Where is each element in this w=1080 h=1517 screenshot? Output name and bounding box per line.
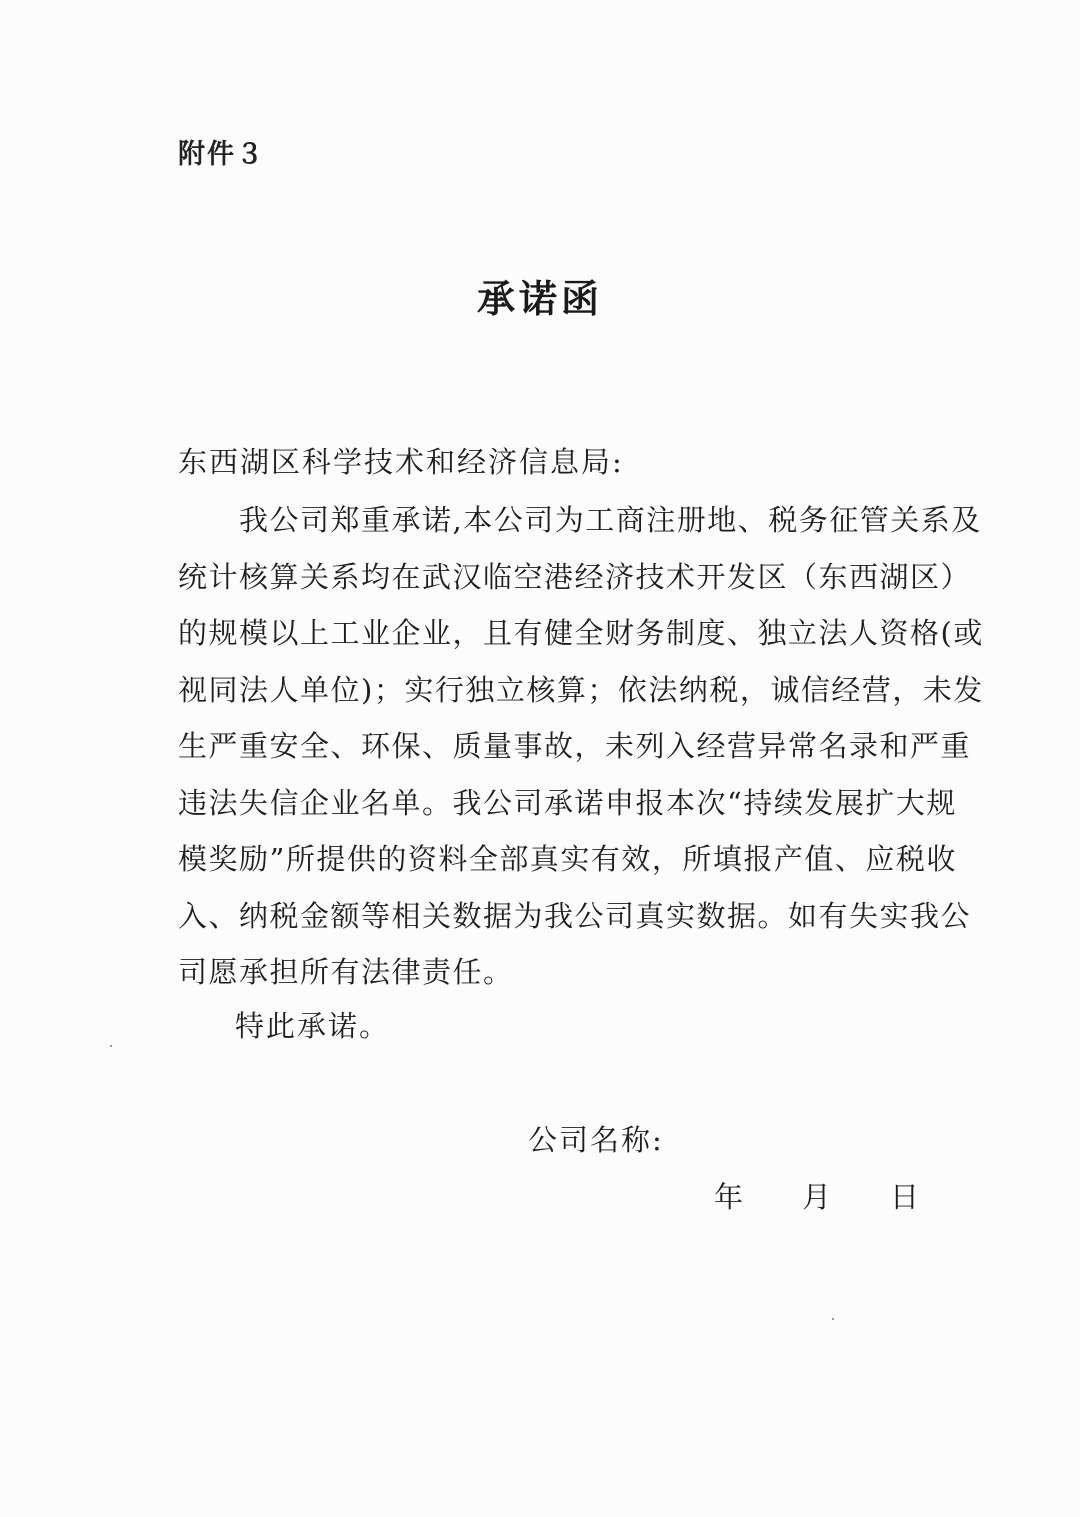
company-name-label: 公司名称:: [528, 1123, 664, 1157]
scan-speck: [110, 1045, 112, 1047]
date-year: 年: [714, 1180, 744, 1214]
addressee: 东西湖区科学技术和经济信息局:: [178, 445, 624, 479]
date-day: 日: [890, 1180, 920, 1214]
body-line: 司愿承担所有法律责任。: [178, 955, 514, 989]
body-line: 统计核算关系均在武汉临空港经济技术开发区（东西湖区）: [178, 559, 972, 594]
commitment-body: [178, 500, 984, 1009]
body-line: 违法失信企业名单。我公司承诺申报本次“持续发展扩大规: [178, 785, 957, 820]
body-line: 视同法人单位)；实行独立核算；依法纳税，诚信经营，未发: [178, 672, 984, 707]
body-line: 入、纳税金额等相关数据为我公司真实数据。如有失实我公: [178, 898, 972, 933]
closing-statement: 特此承诺。: [235, 1009, 391, 1043]
body-line: 的规模以上工业企业，且有健全财务制度、独立法人资格(或: [178, 616, 984, 650]
body-line: 模奖励”所提供的资料全部真实有效，所填报产值、应税收: [178, 842, 957, 876]
body-line: 我公司郑重承诺,本公司为工商注册地、税务征管关系及: [178, 503, 982, 537]
date-month: 月: [802, 1180, 832, 1214]
document-title: 承诺函: [476, 276, 603, 321]
attachment-label: 附件３: [178, 139, 265, 170]
body-line: 生严重安全、环保、质量事故，未列入经营异常名录和严重: [178, 729, 972, 763]
scan-speck: [832, 1318, 834, 1320]
